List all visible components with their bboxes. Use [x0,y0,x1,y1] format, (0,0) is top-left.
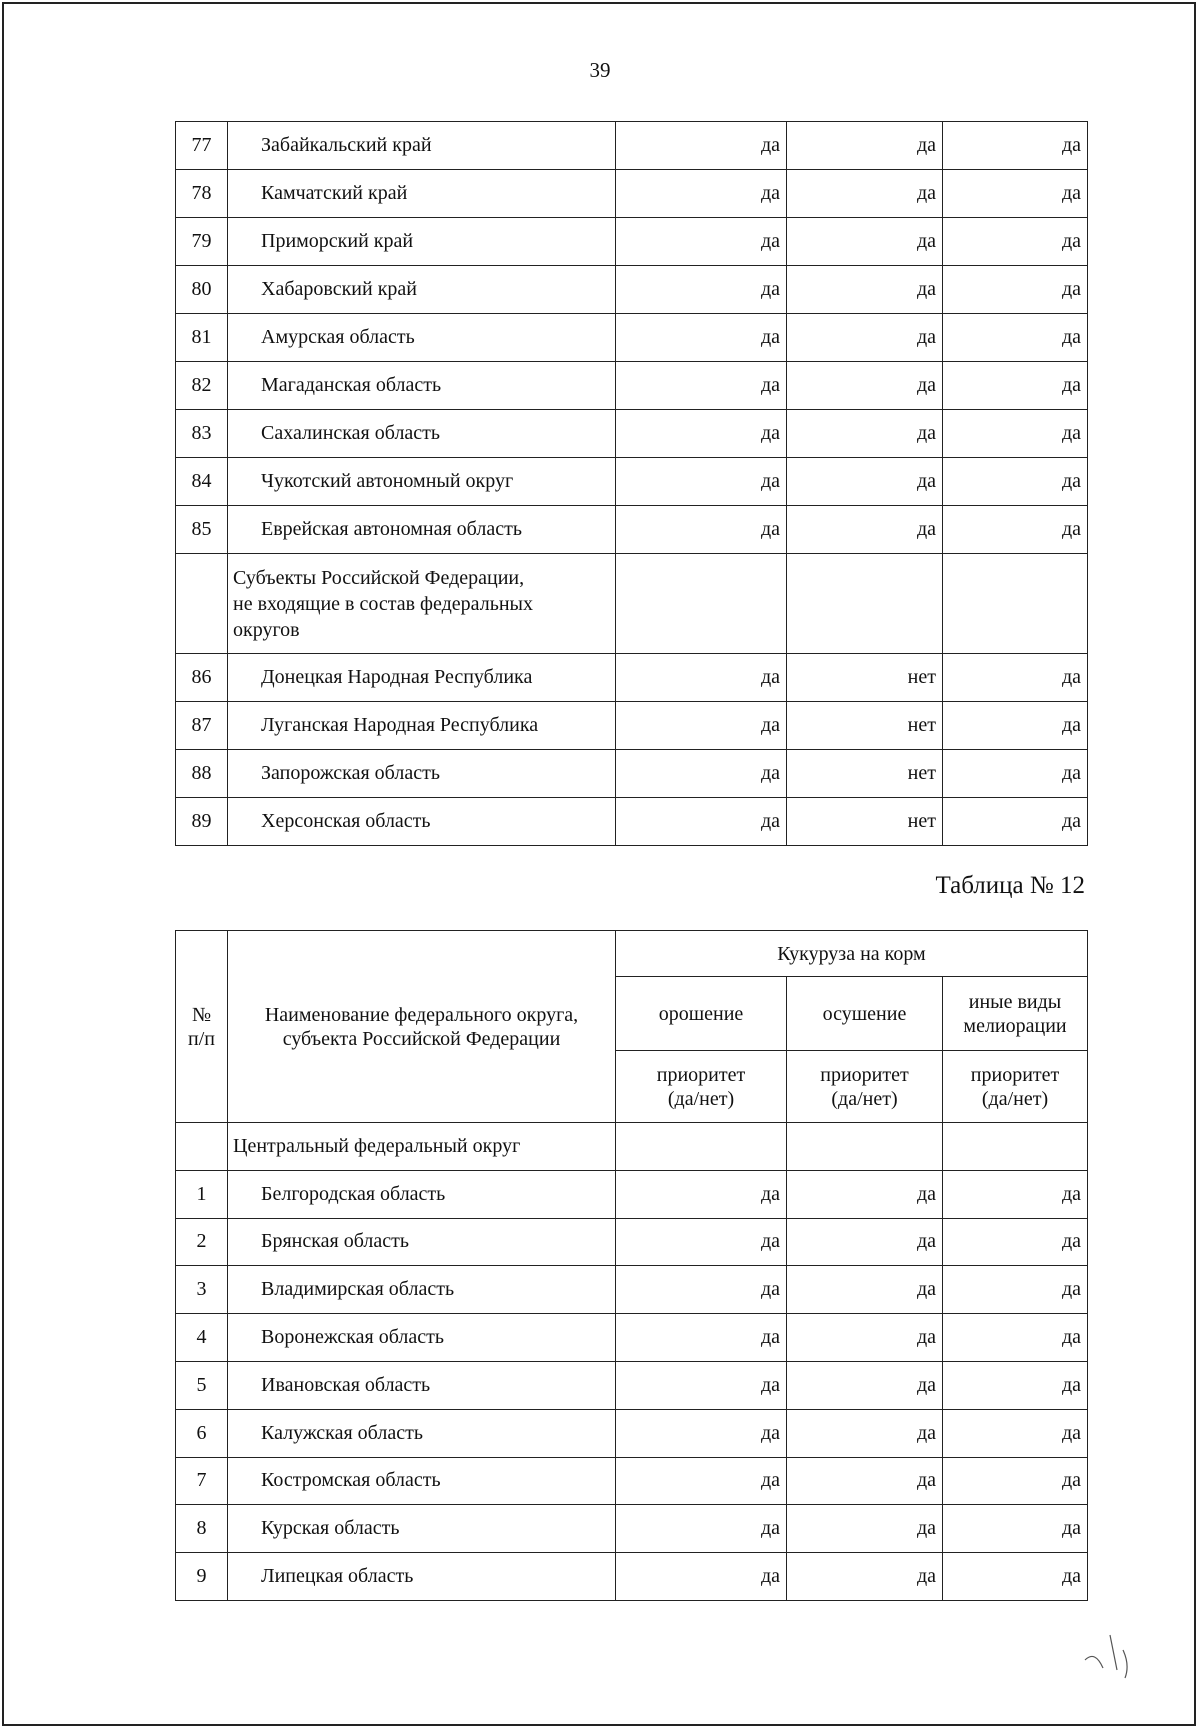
row-number: 85 [176,506,228,554]
table1-rows-2 [176,654,1088,846]
priority-value-2: да [787,1505,943,1553]
table2-group-num-cell [176,1123,228,1171]
priority-value-2: да [787,506,943,554]
region-name: Липецкая область [228,1553,616,1601]
region-name: Приморский край [228,218,616,266]
table-row [176,266,1088,314]
table1-group-empty-cell [787,554,943,654]
table-row [176,1553,1088,1601]
priority-value-3: да [943,654,1088,702]
row-number: 79 [176,218,228,266]
table-row [176,1218,1088,1266]
row-number: 4 [176,1314,228,1362]
region-name: Воронежская область [228,1314,616,1362]
row-number: 89 [176,798,228,846]
region-name: Костромская область [228,1457,616,1505]
header-num-line-1: № [191,1003,212,1026]
priority-value-1: да [616,218,787,266]
priority-value-2: да [787,458,943,506]
table-row [176,1314,1088,1362]
priority-value-3: да [943,1409,1088,1457]
header-priority [943,1051,1088,1123]
header-priority [787,1051,943,1123]
table-row [176,1505,1088,1553]
row-number: 81 [176,314,228,362]
row-number: 86 [176,654,228,702]
priority-line-1: приоритет [970,1063,1060,1086]
priority-value-2: да [787,1314,943,1362]
region-name: Еврейская автономная область [228,506,616,554]
row-number: 87 [176,702,228,750]
priority-value-3: да [943,798,1088,846]
row-number: 6 [176,1409,228,1457]
priority-value-2: да [787,1457,943,1505]
table2-group-label: Центральный федеральный округ [228,1123,616,1171]
row-number: 5 [176,1361,228,1409]
priority-value-2: нет [787,702,943,750]
priority-value-3: да [943,506,1088,554]
region-name: Запорожская область [228,750,616,798]
priority-value-1: да [616,1170,787,1218]
table-row [176,1170,1088,1218]
priority-value-1: да [616,1553,787,1601]
table-row [176,1457,1088,1505]
header-crop: Кукуруза на корм [616,931,1088,977]
region-name: Хабаровский край [228,266,616,314]
table-12-corn-for-feed [175,930,1088,1601]
priority-value-1: да [616,702,787,750]
priority-value-3: да [943,1553,1088,1601]
priority-value-2: да [787,314,943,362]
priority-value-1: да [616,1505,787,1553]
priority-value-1: да [616,1266,787,1314]
priority-line-1: приоритет [820,1063,909,1086]
table-row [176,170,1088,218]
priority-value-1: да [616,266,787,314]
region-name: Владимирская область [228,1266,616,1314]
priority-value-2: да [787,1170,943,1218]
row-number: 3 [176,1266,228,1314]
priority-line-2: (да/нет) [667,1087,735,1110]
region-name: Сахалинская область [228,410,616,458]
priority-value-3: да [943,1314,1088,1362]
region-name: Забайкальский край [228,122,616,170]
table-row [176,1361,1088,1409]
header-other-line-1: иные виды [968,990,1062,1013]
priority-value-3: да [943,1505,1088,1553]
region-name: Камчатский край [228,170,616,218]
priority-value-1: да [616,654,787,702]
region-name: Калужская область [228,1409,616,1457]
table-row [176,314,1088,362]
priority-value-3: да [943,362,1088,410]
priority-value-3: да [943,1457,1088,1505]
table2-group-row [176,1123,1088,1171]
priority-value-1: да [616,122,787,170]
priority-value-2: да [787,170,943,218]
table-row [176,362,1088,410]
priority-value-1: да [616,1361,787,1409]
priority-line-1: приоритет [656,1063,746,1086]
priority-value-1: да [616,314,787,362]
group-label-line-3: округов [233,618,300,641]
header-name-line-2: субъекта Российской Федерации [282,1027,561,1050]
priority-value-1: да [616,750,787,798]
table1-group-label [228,554,616,654]
region-name: Амурская область [228,314,616,362]
region-name: Белгородская область [228,1170,616,1218]
table-row [176,1266,1088,1314]
row-number: 88 [176,750,228,798]
region-name: Ивановская область [228,1361,616,1409]
region-name: Курская область [228,1505,616,1553]
row-number: 80 [176,266,228,314]
priority-value-3: да [943,218,1088,266]
table2-group-empty-cell [787,1123,943,1171]
table1-group-row [176,554,1088,654]
row-number: 84 [176,458,228,506]
table1-rows [176,122,1088,554]
group-label-line-2: не входящие в состав федеральных [233,592,533,615]
region-name: Магаданская область [228,362,616,410]
table2-group-empty-cell [943,1123,1088,1171]
header-other-melioration [943,977,1088,1051]
priority-value-3: да [943,1218,1088,1266]
priority-value-3: да [943,1170,1088,1218]
row-number: 82 [176,362,228,410]
table-row [176,702,1088,750]
table2-rows [176,1123,1088,1601]
handwritten-mark [1075,1620,1145,1690]
priority-value-2: нет [787,798,943,846]
priority-value-3: да [943,266,1088,314]
row-number: 78 [176,170,228,218]
priority-value-1: да [616,506,787,554]
priority-value-2: нет [787,750,943,798]
priority-value-2: да [787,266,943,314]
priority-value-1: да [616,1314,787,1362]
priority-line-2: (да/нет) [981,1087,1049,1110]
region-name: Луганская Народная Республика [228,702,616,750]
priority-value-1: да [616,798,787,846]
table-row [176,1409,1088,1457]
priority-value-1: да [616,458,787,506]
priority-value-1: да [616,1218,787,1266]
group-label-line-1: Субъекты Российской Федерации, [233,566,525,589]
page-number: 39 [589,58,611,82]
header-irrigation: орошение [616,977,787,1051]
header-name-line-1: Наименование федерального округа, [264,1003,579,1026]
priority-value-2: да [787,1266,943,1314]
row-number: 83 [176,410,228,458]
header-name [228,931,616,1123]
row-number: 77 [176,122,228,170]
header-priority [616,1051,787,1123]
priority-value-1: да [616,1409,787,1457]
region-name: Чукотский автономный округ [228,458,616,506]
priority-value-1: да [616,1457,787,1505]
table-row [176,122,1088,170]
priority-value-2: да [787,1409,943,1457]
table1-group-num-cell [176,554,228,654]
priority-value-3: да [943,458,1088,506]
priority-value-2: да [787,1553,943,1601]
region-name: Донецкая Народная Республика [228,654,616,702]
priority-value-2: да [787,122,943,170]
table2-group-empty-cell [616,1123,787,1171]
row-number: 9 [176,1553,228,1601]
header-num-line-2: п/п [188,1027,215,1050]
priority-value-3: да [943,702,1088,750]
table-row [176,506,1088,554]
header-num [176,931,228,1123]
region-name: Херсонская область [228,798,616,846]
priority-value-2: нет [787,654,943,702]
priority-value-2: да [787,410,943,458]
priority-value-3: да [943,750,1088,798]
table1-group-empty-cell [616,554,787,654]
table-row [176,458,1088,506]
priority-value-2: да [787,1218,943,1266]
row-number: 2 [176,1218,228,1266]
table-row [176,798,1088,846]
priority-value-2: да [787,218,943,266]
priority-value-3: да [943,170,1088,218]
row-number: 7 [176,1457,228,1505]
table-row [176,410,1088,458]
priority-value-3: да [943,122,1088,170]
table-priorities-continued [175,121,1088,846]
table-row [176,218,1088,266]
priority-value-3: да [943,410,1088,458]
priority-value-2: да [787,362,943,410]
table-caption: Таблица № 12 [935,872,1085,899]
priority-value-3: да [943,314,1088,362]
table-row [176,750,1088,798]
priority-value-2: да [787,1361,943,1409]
priority-value-1: да [616,410,787,458]
header-drainage: осушение [787,977,943,1051]
table1-group-empty-cell [943,554,1088,654]
row-number: 1 [176,1170,228,1218]
region-name: Брянская область [228,1218,616,1266]
priority-line-2: (да/нет) [831,1087,898,1110]
table-row [176,654,1088,702]
priority-value-3: да [943,1266,1088,1314]
priority-value-1: да [616,362,787,410]
table2-header [176,931,1088,1123]
header-other-line-2: мелиорации [963,1014,1067,1037]
priority-value-3: да [943,1361,1088,1409]
priority-value-1: да [616,170,787,218]
row-number: 8 [176,1505,228,1553]
